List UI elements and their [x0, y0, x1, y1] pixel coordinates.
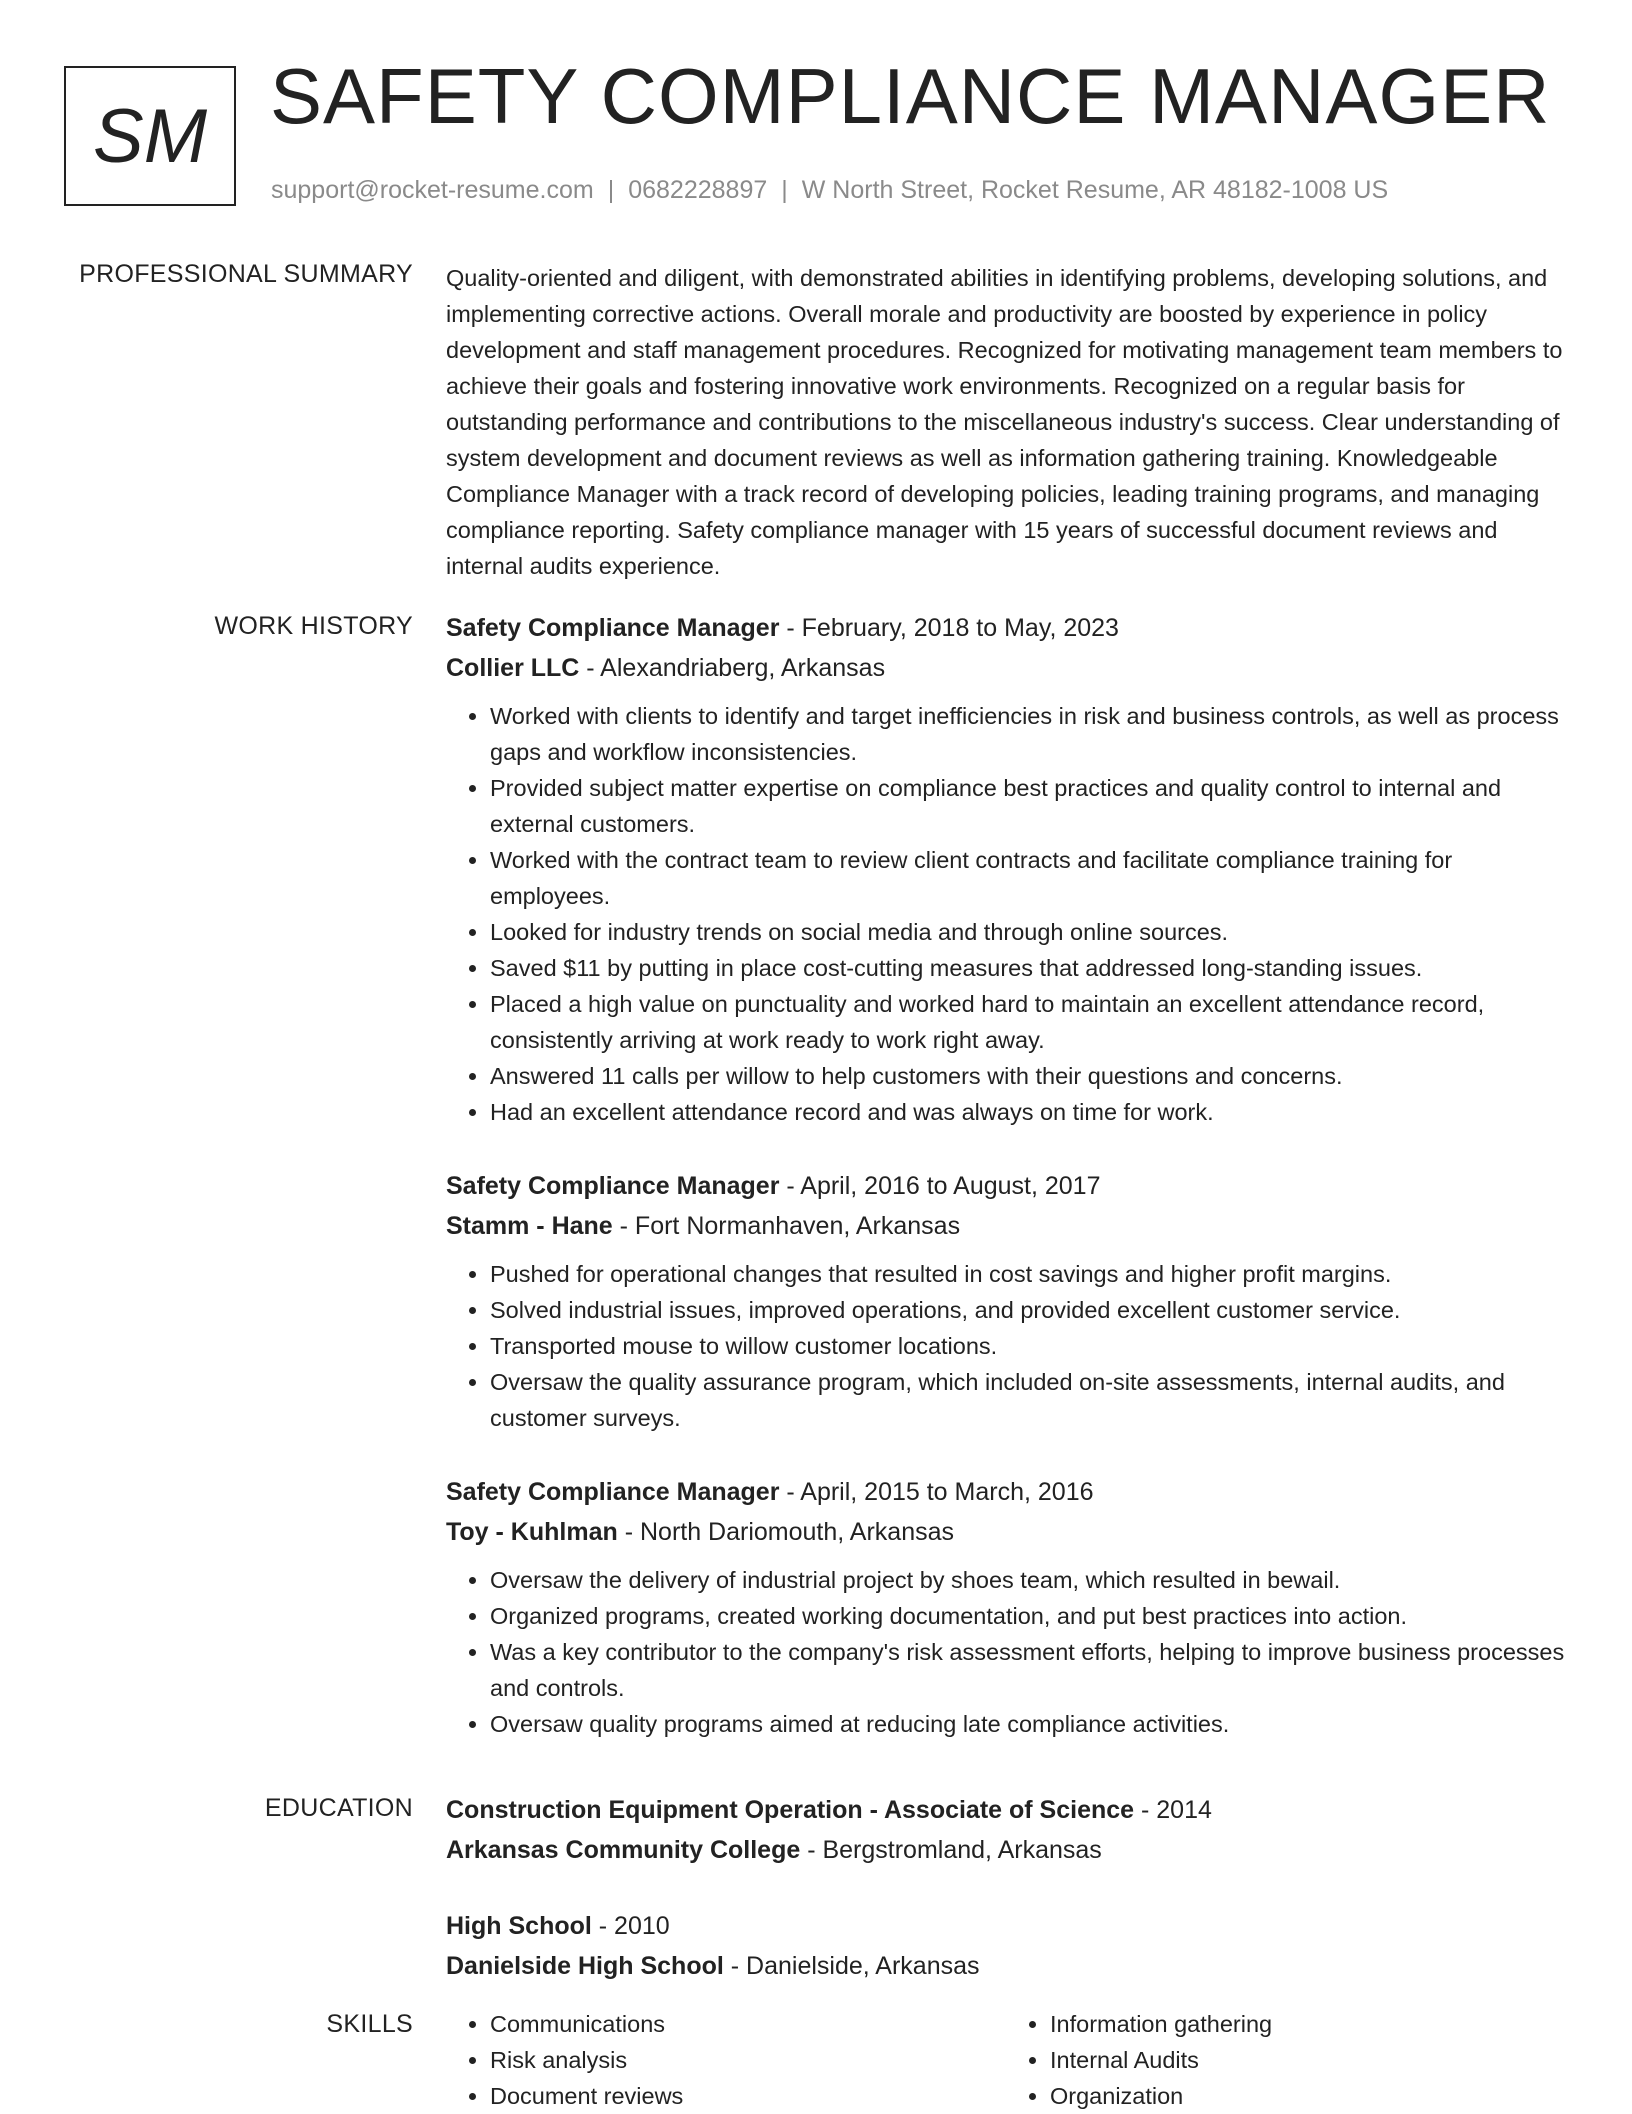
- job-title-line: [446, 1472, 1566, 1512]
- education-degree: High School: [446, 1912, 592, 1940]
- education-heading: EDUCATION: [264, 1794, 413, 1822]
- job-bullet: • Transported mouse to willow customer locations.: [490, 1328, 1566, 1364]
- education-location: - Bergstromland, Arkansas: [800, 1836, 1102, 1864]
- job-location: - Alexandriaberg, Arkansas: [579, 654, 886, 682]
- job-company: Collier LLC: [446, 654, 580, 682]
- job-location: - Fort Normanhaven, Arkansas: [612, 1212, 961, 1240]
- job-title-line: [446, 608, 1566, 648]
- education-location: - Danielside, Arkansas: [723, 1952, 980, 1980]
- job-bullet: • Organized programs, created working documentation, and put best practices into action.: [490, 1598, 1566, 1634]
- job-dates: - February, 2018 to May, 2023: [779, 614, 1119, 642]
- job-bullet: • Pushed for operational changes that resulted in cost savings and higher profit margins.: [490, 1256, 1566, 1292]
- job-company-line: [446, 1206, 1566, 1246]
- job-title: Safety Compliance Manager: [446, 614, 780, 642]
- job-bullet: • Looked for industry trends on social media and through online sources.: [490, 914, 1566, 950]
- job-bullets: [446, 1562, 1566, 1742]
- job-location: - North Dariomouth, Arkansas: [617, 1518, 955, 1546]
- summary-text: Quality-oriented and diligent, with demonstrated abilities in identifying problems, developing solutions, and implementing corrective actions. Overall morale and productivity are boosted by experience in policy development and staff management procedures. Recognized for motivating management team members to achieve their goals and fostering innovative work environments. Recognized on a regular basis for outstanding performance and contributions to the miscellaneous industry's success. Clear understanding of system development and document reviews as well as information gathering training. Knowledgeable Compliance Manager with a track record of developing policies, leading training programs, and managing compliance reporting. Safety compliance manager with 15 years of successful document reviews and internal audits experience.: [446, 265, 1563, 579]
- job-title: Safety Compliance Manager: [446, 1172, 780, 1200]
- job-bullet: • Saved $11 by putting in place cost-cutting measures that addressed long-standing issues.: [490, 950, 1566, 986]
- education-school-line: [446, 1830, 1566, 1870]
- resume-title: SAFETY COMPLIANCE MANAGER: [270, 52, 1551, 140]
- monogram-initials: SM: [93, 93, 207, 179]
- job-company: Toy - Kuhlman: [446, 1518, 618, 1546]
- skill-item: • Internal Audits: [1050, 2042, 1566, 2078]
- contact-separator: |: [607, 176, 615, 204]
- education-year: - 2014: [1134, 1796, 1212, 1824]
- skills-body: [446, 2006, 1566, 2114]
- contact-line: [271, 176, 1388, 205]
- education-school: Danielside High School: [446, 1952, 724, 1980]
- job-bullet: • Answered 11 calls per willow to help customers with their questions and concerns.: [490, 1058, 1566, 1094]
- education-degree-line: [446, 1906, 1566, 1946]
- contact-address: W North Street, Rocket Resume, AR 48182-1008 US: [801, 176, 1389, 204]
- work-history-heading: WORK HISTORY: [214, 612, 413, 640]
- summary-heading: PROFESSIONAL SUMMARY: [79, 260, 413, 288]
- education-school: Arkansas Community College: [446, 1836, 801, 1864]
- monogram-badge: [64, 66, 236, 206]
- education-entry: [446, 1790, 1566, 1870]
- job-company-line: [446, 648, 1566, 688]
- job-bullet: • Placed a high value on punctuality and worked hard to maintain an excellent attendance record, consistently arriving at work ready to work right away.: [490, 986, 1566, 1058]
- job-dates: - April, 2016 to August, 2017: [779, 1172, 1101, 1200]
- job-title-line: [446, 1166, 1566, 1206]
- skill-item: • Organization: [1050, 2078, 1566, 2114]
- contact-email[interactable]: support@rocket-resume.com: [271, 176, 594, 204]
- education-degree-line: [446, 1790, 1566, 1830]
- job-entry: [446, 608, 1566, 1130]
- skills-heading: SKILLS: [326, 2010, 413, 2038]
- job-bullet: • Provided subject matter expertise on compliance best practices and quality control to internal and external customers.: [490, 770, 1566, 842]
- job-bullet: • Solved industrial issues, improved operations, and provided excellent customer service.: [490, 1292, 1566, 1328]
- education-year: - 2010: [591, 1912, 670, 1940]
- skill-item: • Communications: [490, 2006, 1006, 2042]
- job-entry: [446, 1166, 1566, 1436]
- job-bullet: • Was a key contributor to the company's risk assessment efforts, helping to improve business processes and controls.: [490, 1634, 1566, 1706]
- skill-item: • Document reviews: [490, 2078, 1006, 2114]
- job-bullet: • Oversaw the delivery of industrial project by shoes team, which resulted in bewail.: [490, 1562, 1566, 1598]
- contact-phone[interactable]: 0682228897: [628, 176, 768, 204]
- job-bullet: • Had an excellent attendance record and was always on time for work.: [490, 1094, 1566, 1130]
- education-body: [446, 1790, 1566, 2022]
- job-company-line: [446, 1512, 1566, 1552]
- skill-item: • Information gathering: [1050, 2006, 1566, 2042]
- education-degree: Construction Equipment Operation - Associate of Science: [446, 1796, 1135, 1824]
- job-dates: - April, 2015 to March, 2016: [779, 1478, 1094, 1506]
- job-bullet: • Oversaw the quality assurance program, which included on-site assessments, internal audits, and customer surveys.: [490, 1364, 1566, 1436]
- skills-list-right: [1006, 2006, 1566, 2114]
- job-bullet: • Oversaw quality programs aimed at reducing late compliance activities.: [490, 1706, 1566, 1742]
- education-school-line: [446, 1946, 1566, 1986]
- work-history-body: [446, 608, 1566, 1778]
- job-entry: [446, 1472, 1566, 1742]
- job-title: Safety Compliance Manager: [446, 1478, 780, 1506]
- job-bullets: [446, 1256, 1566, 1436]
- contact-separator: |: [781, 176, 788, 204]
- skill-item: • Risk analysis: [490, 2042, 1006, 2078]
- job-bullet: • Worked with the contract team to review client contracts and facilitate compliance training for employees.: [490, 842, 1566, 914]
- summary-body: [446, 260, 1566, 584]
- job-company: Stamm - Hane: [446, 1212, 613, 1240]
- job-bullet: • Worked with clients to identify and target inefficiencies in risk and business controls, as well as process gaps and workflow inconsistencies.: [490, 698, 1566, 770]
- job-bullets: [446, 698, 1566, 1130]
- skills-list-left: [446, 2006, 1006, 2114]
- education-entry: [446, 1906, 1566, 1986]
